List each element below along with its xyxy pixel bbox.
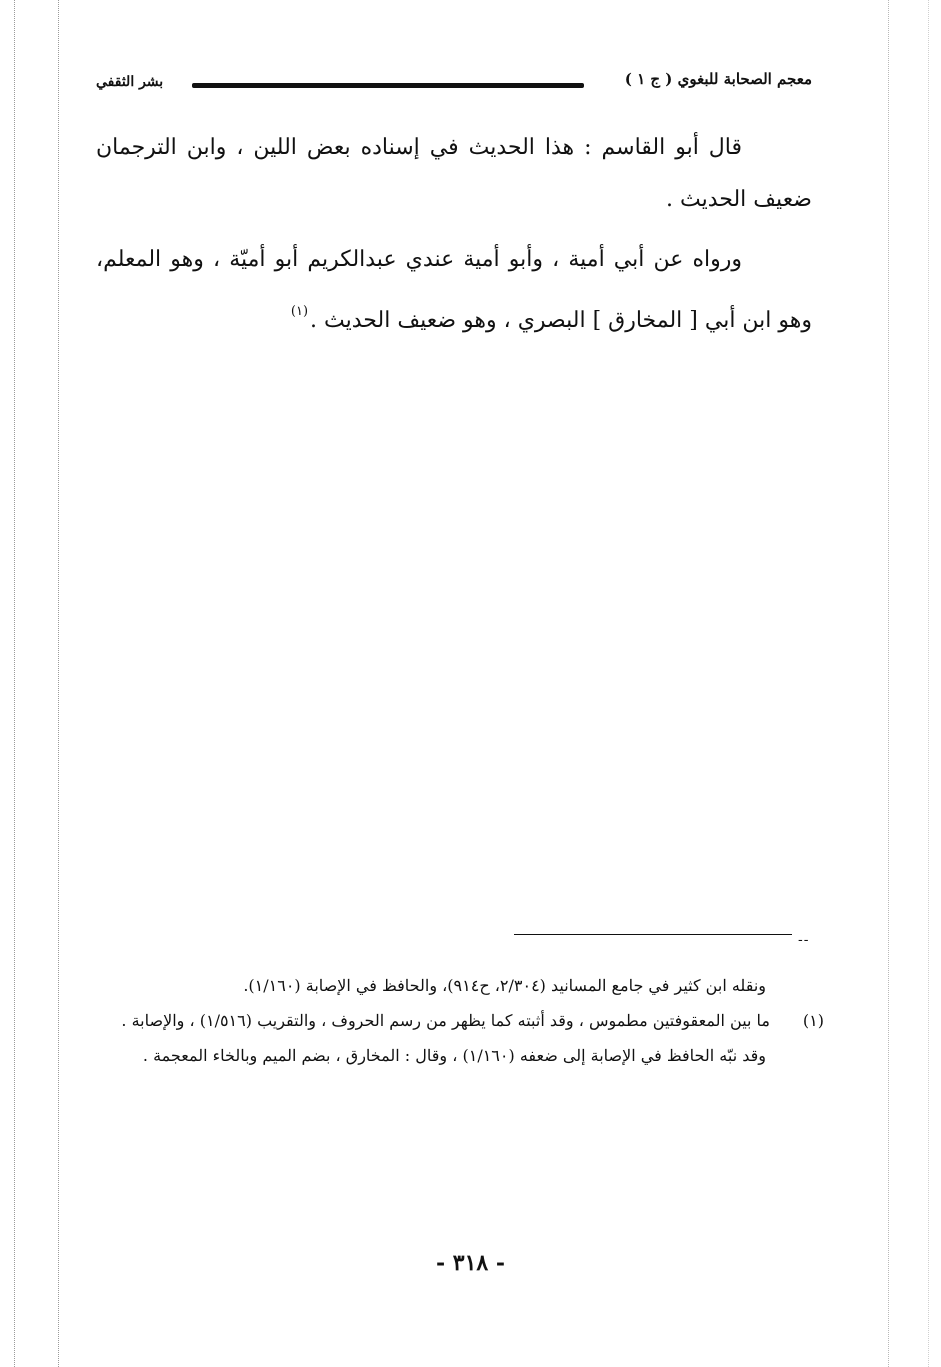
paragraph — [96, 122, 812, 226]
footnote-line: وقد نبّه الحافظ في الإصابة إلى ضعفه (١/١٦٠) ، وقال : المخارق ، بضم الميم وبالخاء المعجمة . — [142, 1046, 766, 1065]
footnote-item — [104, 1003, 824, 1038]
footnote-separator — [514, 934, 792, 935]
footnote-separator-mark: -- — [798, 932, 810, 948]
outer-margin-guide — [928, 0, 929, 1367]
footnote-number: (١) — [802, 1011, 824, 1030]
paragraph-text: ورواه عن أبي أمية ، وأبو أمية عندي عبدالكريم أبو أميّة ، وهو المعلم، وهو ابن أبي [ المخارق ] البصري ، وهو ضعيف الحديث . — [96, 247, 812, 333]
footnote-reference[interactable]: (١) — [290, 304, 309, 319]
footnotes — [104, 968, 824, 1073]
paragraph — [96, 234, 812, 347]
footnote-line: ونقله ابن كثير في جامع المسانيد (٢/٣٠٤، ح٩١٤)، والحافظ في الإصابة (١/١٦٠). — [243, 976, 766, 995]
inner-margin-guide — [58, 0, 59, 1367]
right-margin-guide — [888, 0, 889, 1367]
book-title: معجم الصحابة للبغوي ( ج ١ ) — [624, 70, 812, 88]
footnote-text: ما بين المعقوفتين مطموس ، وقد أثبته كما يظهر من رسم الحروف ، والتقريب (١/٥١٦) ، والإصابة . — [121, 1011, 770, 1030]
header-rule — [192, 83, 584, 88]
entry-name: بشر الثقفي — [96, 74, 164, 90]
page-number: - ٣١٨ - — [435, 1250, 506, 1276]
main-text — [96, 122, 812, 355]
left-margin-guide — [14, 0, 15, 1367]
paragraph-text: قال أبو القاسم : هذا الحديث في إسناده بعض اللين ، وابن الترجمان ضعيف الحديث . — [96, 135, 812, 212]
running-header — [96, 66, 812, 100]
